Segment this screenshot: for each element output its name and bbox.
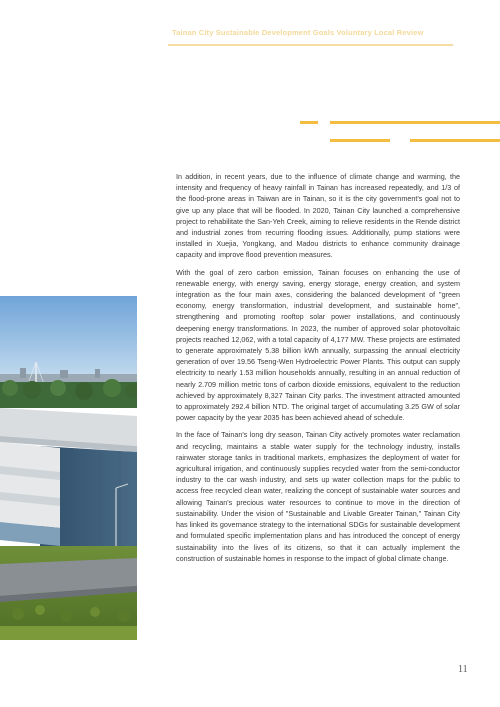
header-title: Tainan City Sustainable Development Goals Voluntary Local Review xyxy=(172,28,424,37)
building-with-solar-roof-photo xyxy=(0,296,137,640)
paragraph-flooding: In addition, in recent years, due to the influence of climate change and warming, the intensity and frequency of heavy rainfall in Tainan has increased repeatedly, and 1/3 of the flood-prone areas in Taiwan are in Tainan, so it is the city government's goal not to give up any place that will be flooded. In 2020, Tainan City launched a comprehensive project to rehabilitate the San-Yeh Creek, aiming to relieve residents in the Rende district and industrial zones from recurring flooding issues. Additionally, pump stations were installed in Xuejia, Yongkang, and Madou districts to enhance community drainage capacity and improve flood prevention measures. xyxy=(176,172,460,260)
accent-stripe-lower-long xyxy=(410,139,500,142)
page-header xyxy=(0,0,500,50)
page-number: 11 xyxy=(458,664,468,675)
body-text xyxy=(176,171,460,570)
accent-stripe-long xyxy=(330,121,500,124)
accent-stripe-short xyxy=(300,121,318,124)
accent-stripe-lower-short xyxy=(330,139,390,142)
paragraph-water-recycling: In the face of Tainan's long dry season, Tainan City actively promotes water reclamation and recycling, maintains a stable water supply for the technology industry, installs rainwater storage tanks in traditional markets, emphasizes the deployment of water for agricultural irrigation, and continuously supplies recycled water from the semi-conductor industry to the car wash industry, and sets up water collection maps for the public to access free recycled clean water, realizing the concept of sustainable water sources and allowing Tainan's precious water resources to continue to move in the direction of sustainability. Under the vision of "Sustainable and Livable Greater Tainan," Tainan City has linked its governance strategy to the international SDGs for sustainable development and formulated specific implementation plans and has introduced the concept of energy sustainability into the lives of its citizens, so that it can actually implement the construction of sustainable homes in response to the impact of global climate change. xyxy=(176,430,460,563)
paragraph-renewable-energy: With the goal of zero carbon emission, Tainan focuses on enhancing the use of renewable energy, with energy saving, energy storage, energy creation, and system integration as the four main axes, considering the balanced development of "green economy, energy transformation, industrial development, and sustainable home", strengthening and promoting rooftop solar power installations, and continuously deepening energy transformations. In 2023, the number of approved solar photovoltaic projects reached 12,062, with a total capacity of 4,177 MW. These projects are estimated to generate approximately 5.38 billion kWh annually, surpassing the annual electricity generation of over 19.56 Tseng-Wen Hydroelectric Power Plants. This output can supply electricity to nearly 1.53 million households annually, resulting in an annual reduction of nearly 2.709 million metric tons of carbon dioxide emissions, equivalent to the reduction achieved by approximately 8,327 Tainan City parks. The investment attracted amounted to approximately 292.4 billion NTD. The original target of accumulating 3.25 GW of solar power capacity by the year 2035 has been achieved ahead of schedule. xyxy=(176,267,460,423)
header-rule xyxy=(168,44,453,46)
